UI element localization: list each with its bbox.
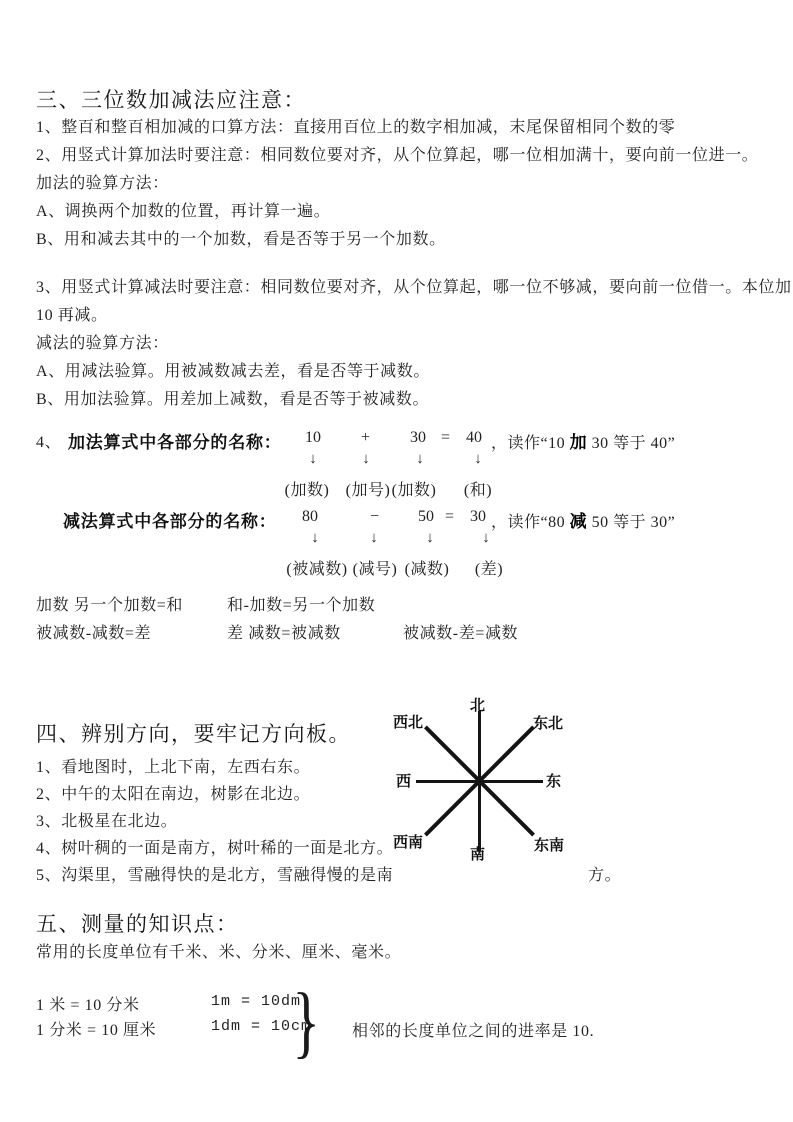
section3-line: 减法的验算方法： [36, 335, 169, 352]
section3-line: 加法的验算方法： [36, 175, 169, 192]
compass-label-northeast: 东北 [533, 716, 564, 732]
down-arrow-icon: ↓ [370, 530, 378, 546]
addend1-value: 10 [305, 429, 321, 446]
down-arrow-icon: ↓ [311, 530, 319, 546]
read-pre: ，读作“80 [491, 514, 570, 531]
compass-label-southeast: 东南 [534, 838, 565, 854]
section5-note: 相邻的长度单位之间的进率是 10. [352, 1023, 595, 1040]
part-label-minus: (减号) [352, 561, 398, 578]
section3-line: 3、用竖式计算减法时要注意：相同数位要对齐，从个位算起，哪一位不够减，要向前一位借一。本位加 [36, 279, 792, 296]
read-pre: ，读作“10 [491, 435, 570, 452]
addend2-value: 30 [410, 429, 426, 446]
part-label-addend: (加数) [284, 482, 330, 499]
conversion-cn: 1 米 = 10 分米 [36, 997, 140, 1014]
part-label-subtrahend: (减数) [404, 561, 450, 578]
part-label-difference: (差) [474, 561, 504, 578]
formula: 被减数-差=减数 [403, 625, 519, 642]
formula: 差 减数=被减数 [227, 625, 341, 642]
section3-line: B、用和减去其中的一个加数，看是否等于另一个加数。 [36, 231, 446, 248]
part-label-addend: (加数) [391, 482, 437, 499]
compass-label-north: 北 [470, 698, 486, 714]
compass-label-west: 西 [396, 774, 412, 790]
down-arrow-icon: ↓ [482, 530, 490, 546]
part-label-minuend: (被减数) [286, 561, 348, 578]
minus-sign: − [370, 508, 380, 525]
difference-value: 30 [470, 508, 486, 525]
item4-number: 4、 [36, 434, 62, 451]
conversion-en: 1dm = 10cm [211, 1018, 312, 1035]
read-post: 30 等于 40” [587, 435, 676, 452]
minuend-value: 80 [302, 508, 318, 525]
part-label-plus: (加号) [345, 482, 391, 499]
equals-sign: = [441, 429, 451, 446]
down-arrow-icon: ↓ [309, 451, 317, 467]
read-bold: 加 [569, 433, 588, 452]
right-brace-glyph: } [292, 978, 321, 1066]
section3-line: A、调换两个加数的位置，再计算一遍。 [36, 203, 331, 220]
equals-sign: = [445, 508, 455, 525]
down-arrow-icon: ↓ [426, 530, 434, 546]
section3-line: A、用减法验算。用被减数减去差，看是否等于减数。 [36, 363, 430, 380]
section3-line: 1、整百和整百相加减的口算方法：直接用百位上的数字相加减，末尾保留相同个数的零 [36, 119, 676, 136]
section4-line: 4、树叶稠的一面是南方，树叶稀的一面是北方。 [36, 840, 394, 857]
formula: 和-加数=另一个加数 [227, 597, 376, 614]
conversion-en: 1m = 10dm [211, 993, 302, 1010]
section3-line: 2、用竖式计算加法时要注意：相同数位要对齐，从个位算起，哪一位相加满十，要向前一位进一。 [36, 147, 759, 164]
addition-read-as [491, 428, 675, 453]
addition-parts-label: 加法算式中各部分的名称： [68, 433, 282, 452]
section3-line: 10 再减。 [36, 307, 108, 324]
read-bold: 减 [569, 512, 588, 531]
sum-value: 40 [466, 429, 482, 446]
section4-line: 1、看地图时，上北下南，左西右东。 [36, 759, 311, 776]
section4-line: 3、北极星在北边。 [36, 813, 178, 830]
conversion-cn: 1 分米 = 10 厘米 [36, 1022, 157, 1039]
compass-label-south: 南 [470, 847, 486, 863]
read-post: 50 等于 30” [587, 514, 676, 531]
section3-line: B、用加法验算。用差加上减数，看是否等于被减数。 [36, 391, 430, 408]
subtraction-parts-label: 减法算式中各部分的名称： [63, 512, 277, 531]
down-arrow-icon: ↓ [362, 451, 370, 467]
section5-heading: 五、测量的知识点： [36, 912, 239, 936]
section4-line: 2、中午的太阳在南边，树影在北边。 [36, 786, 311, 803]
part-label-sum: (和) [463, 482, 493, 499]
plus-sign: + [361, 429, 371, 446]
compass-label-northwest: 西北 [393, 715, 424, 731]
compass-label-southwest: 西南 [393, 835, 424, 851]
formula: 加数 另一个加数=和 [36, 597, 184, 614]
compass-label-east: 东 [546, 774, 562, 790]
formula: 被减数-减数=差 [36, 625, 152, 642]
down-arrow-icon: ↓ [416, 451, 424, 467]
section5-intro: 常用的长度单位有千米、米、分米、厘米、毫米。 [36, 944, 402, 961]
section4-line: 5、沟渠里，雪融得快的是北方，雪融得慢的是南 [36, 867, 394, 884]
section4-heading: 四、辨别方向，要牢记方向板。 [36, 722, 351, 746]
subtrahend-value: 50 [418, 508, 434, 525]
down-arrow-icon: ↓ [474, 451, 482, 467]
subtraction-read-as [491, 507, 675, 532]
section3-heading: 三、三位数加减法应注意： [36, 88, 306, 112]
section4-line-wrap-tail: 方。 [588, 867, 622, 884]
